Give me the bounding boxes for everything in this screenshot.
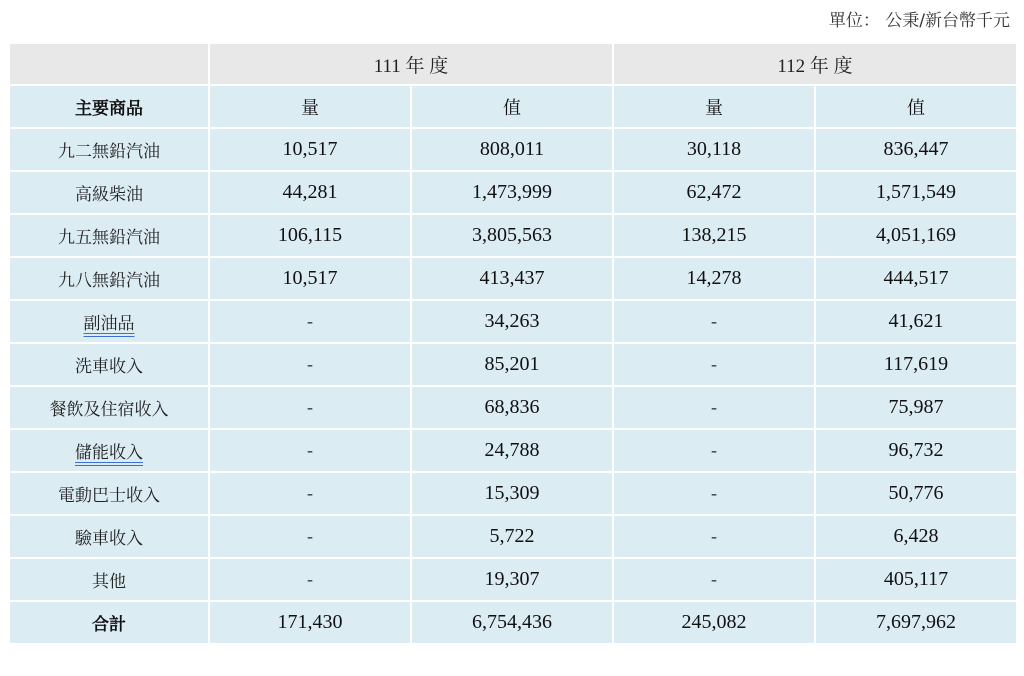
val-112-cell: 444,517: [815, 257, 1017, 300]
val-111-cell: 808,011: [411, 128, 613, 171]
item-name-cell: [9, 128, 209, 171]
item-name: 九五無鉛汽油: [58, 228, 160, 248]
item-name-cell: [9, 515, 209, 558]
qty-112-cell: 14,278: [613, 257, 815, 300]
qty-112-cell: -: [613, 429, 815, 472]
item-name-cell: [9, 472, 209, 515]
qty-112-cell: 62,472: [613, 171, 815, 214]
year-112-header: 112 年 度: [613, 43, 1017, 85]
val-111-cell: 413,437: [411, 257, 613, 300]
table-row: [9, 257, 1017, 300]
item-name: 其他: [92, 572, 126, 592]
item-name-cell: [9, 343, 209, 386]
val-112-cell: 41,621: [815, 300, 1017, 343]
item-name: 驗車收入: [75, 529, 143, 549]
val-112-header: 值: [815, 85, 1017, 128]
item-name-cell: [9, 257, 209, 300]
val-112-cell: 4,051,169: [815, 214, 1017, 257]
total-qty-112: 245,082: [613, 601, 815, 644]
total-val-111: 6,754,436: [411, 601, 613, 644]
qty-111-cell: 10,517: [209, 128, 411, 171]
item-name: 九八無鉛汽油: [58, 271, 160, 291]
qty-111-cell: -: [209, 343, 411, 386]
val-112-cell: 75,987: [815, 386, 1017, 429]
year-111-header: 111 年 度: [209, 43, 613, 85]
qty-111-cell: 10,517: [209, 257, 411, 300]
item-name-cell: [9, 558, 209, 601]
val-111-cell: 19,307: [411, 558, 613, 601]
val-112-cell: 96,732: [815, 429, 1017, 472]
val-112-cell: 1,571,549: [815, 171, 1017, 214]
val-112-cell: 50,776: [815, 472, 1017, 515]
total-label: 合計: [9, 601, 209, 644]
item-name: 電動巴士收入: [58, 486, 160, 506]
sales-table: [8, 42, 1018, 645]
unit-note: 單位： 公秉/新台幣千元: [828, 11, 1010, 31]
table-row: [9, 558, 1017, 601]
table-row: [9, 214, 1017, 257]
qty-112-cell: -: [613, 386, 815, 429]
val-111-cell: 68,836: [411, 386, 613, 429]
qty-112-header: 量: [613, 85, 815, 128]
qty-111-cell: -: [209, 515, 411, 558]
val-111-cell: 34,263: [411, 300, 613, 343]
val-111-cell: 1,473,999: [411, 171, 613, 214]
val-111-cell: 15,309: [411, 472, 613, 515]
qty-111-cell: -: [209, 429, 411, 472]
item-name: 洗車收入: [75, 357, 143, 377]
item-name-cell: [9, 214, 209, 257]
year-header-row: [9, 43, 1017, 85]
table-row: [9, 515, 1017, 558]
item-name-cell: [9, 171, 209, 214]
item-name: 高級柴油: [75, 185, 143, 205]
qty-111-cell: 44,281: [209, 171, 411, 214]
item-name-cell: [9, 386, 209, 429]
table-row: [9, 472, 1017, 515]
total-val-112: 7,697,962: [815, 601, 1017, 644]
val-112-cell: 6,428: [815, 515, 1017, 558]
val-111-cell: 24,788: [411, 429, 613, 472]
item-name: 副油品: [83, 314, 135, 334]
qty-111-cell: -: [209, 558, 411, 601]
table-row: [9, 300, 1017, 343]
table-row: [9, 386, 1017, 429]
item-name-cell: [9, 300, 209, 343]
table-row: [9, 128, 1017, 171]
qty-111-header: 量: [209, 85, 411, 128]
qty-112-cell: -: [613, 515, 815, 558]
val-111-cell: 85,201: [411, 343, 613, 386]
val-112-cell: 117,619: [815, 343, 1017, 386]
item-name: 九二無鉛汽油: [58, 142, 160, 162]
qty-111-cell: -: [209, 300, 411, 343]
val-111-cell: 3,805,563: [411, 214, 613, 257]
item-name: 餐飲及住宿收入: [49, 400, 169, 420]
val-111-header: 值: [411, 85, 613, 128]
qty-111-cell: -: [209, 386, 411, 429]
table-row: [9, 171, 1017, 214]
val-112-cell: 836,447: [815, 128, 1017, 171]
qty-111-cell: 106,115: [209, 214, 411, 257]
val-111-cell: 5,722: [411, 515, 613, 558]
item-name: 儲能收入: [75, 443, 143, 463]
val-112-cell: 405,117: [815, 558, 1017, 601]
corner-cell: [9, 43, 209, 85]
qty-112-cell: 138,215: [613, 214, 815, 257]
qty-112-cell: -: [613, 300, 815, 343]
total-qty-111: 171,430: [209, 601, 411, 644]
qty-112-cell: 30,118: [613, 128, 815, 171]
item-header: 主要商品: [9, 85, 209, 128]
qty-112-cell: -: [613, 558, 815, 601]
table-row: [9, 429, 1017, 472]
qty-111-cell: -: [209, 472, 411, 515]
column-header-row: [9, 85, 1017, 128]
qty-112-cell: -: [613, 472, 815, 515]
table-row: [9, 343, 1017, 386]
item-name-cell: [9, 429, 209, 472]
total-row: [9, 601, 1017, 644]
qty-112-cell: -: [613, 343, 815, 386]
